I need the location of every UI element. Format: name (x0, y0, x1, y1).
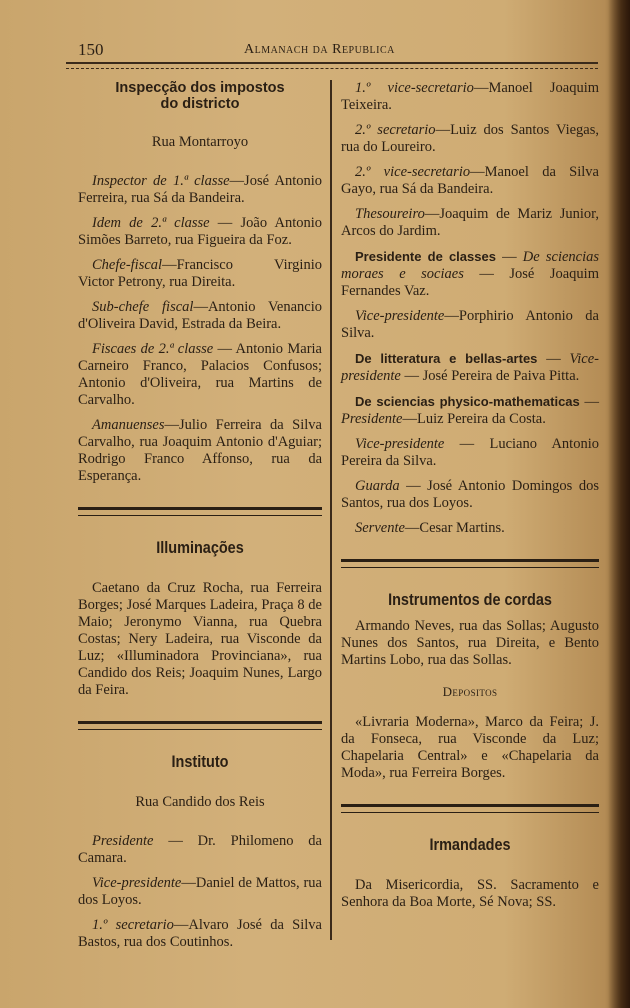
address: Rua Candido dos Reis (135, 794, 265, 810)
page-number: 150 (78, 40, 104, 59)
section-text: «Livraria Moderna», Marco da Feira; J. da Fonseca, rua Visconde da Luz; Chapelaria Central» e «Chapelaria da Moda», rua Ferreira Borges. (341, 714, 599, 781)
section-heading-illuminacoes: Illuminações (156, 538, 244, 557)
entry: Presidente — Dr. Philomeno da Camara. (78, 833, 322, 866)
section-heading-inspeccao: Inspecção dos impostos do districto (115, 80, 285, 112)
entry: 1.º vice-secretario—Manoel Joaquim Teixeira. (341, 80, 599, 113)
column-divider (330, 80, 332, 940)
entry: Sub-chefe fiscal—Antonio Venancio d'Oliveira David, Estrada da Beira. (78, 299, 322, 332)
section-rule (341, 804, 599, 813)
section-text: Caetano da Cruz Rocha, rua Ferreira Borges; José Marques Ladeira, Praça 8 de Maio; Jeronymo Vianna, rua Quebra Costas; Nery Ladeira, rua Visconde da Luz; «Illuminadora Provinciana», rua Candido dos Reis; Joaquim Nunes, Largo da Feira. (78, 580, 322, 698)
running-title: Almanach da Republica (244, 42, 395, 57)
entry: Thesoureiro—Joaquim de Mariz Junior, Arcos do Jardim. (341, 206, 599, 239)
entry: Amanuenses—Julio Ferreira da Silva Carvalho, rua Joaquim Antonio d'Aguiar; Rodrigo Franco Affonso, rua da Esperança. (78, 417, 322, 484)
entry: Chefe-fiscal—Francisco Virginio Victor Petrony, rua Direita. (78, 257, 322, 290)
entry: Servente—Cesar Martins. (355, 520, 505, 536)
address: Rua Montarroyo (151, 134, 249, 150)
section-heading-instrumentos: Instrumentos de cordas (388, 590, 552, 609)
header-rule (66, 62, 598, 69)
left-column (78, 80, 322, 951)
entry: 2.º secretario—Luiz dos Santos Viegas, rua do Loureiro. (341, 122, 599, 155)
book-spine-shadow (608, 0, 630, 1008)
entry: Vice-presidente — Luciano Antonio Pereira da Silva. (341, 436, 599, 469)
section-text: Armando Neves, rua das Sollas; Augusto Nunes dos Santos, rua Direita, e Bento Martins Lobo, rua das Sollas. (341, 618, 599, 668)
section-rule (78, 507, 322, 516)
entry: Fiscaes de 2.ª classe — Antonio Maria Carneiro Franco, Palacios Confusos; Antonio d'Oliveira, rua Martins de Carvalho. (78, 341, 322, 408)
section-heading-irmandades: Irmandades (429, 835, 511, 854)
section-rule (341, 559, 599, 568)
entry: Guarda — José Antonio Domingos dos Santos, rua dos Loyos. (341, 478, 599, 511)
entry: Presidente de classes — De sciencias moraes e sociaes — José Joaquim Fernandes Vaz. (341, 249, 600, 299)
entry: 1.º secretario—Alvaro José da Silva Bastos, rua dos Coutinhos. (78, 917, 322, 950)
subheading-depositos: Depositos (442, 684, 498, 699)
entry: De sciencias physico-mathematicas — Presidente—Luiz Pereira da Costa. (341, 394, 599, 427)
entry: 2.º vice-secretario—Manoel da Silva Gayo, rua Sá da Bandeira. (341, 164, 599, 197)
section-rule (78, 721, 322, 730)
section-text: Da Misericordia, SS. Sacramento e Senhora da Boa Morte, Sé Nova; SS. (341, 877, 599, 910)
page-header (78, 40, 598, 62)
entry: Idem de 2.ª classe — João Antonio Simões Barreto, rua Figueira da Foz. (78, 215, 323, 248)
entry: Inspector de 1.ª classe—José Antonio Ferreira, rua Sá da Bandeira. (78, 173, 323, 206)
entry: De litteratura e bellas-artes — Vice-presidente — José Pereira de Paiva Pitta. (341, 351, 600, 384)
entry: Vice-presidente—Daniel de Mattos, rua dos Loyos. (78, 875, 322, 908)
section-heading-instituto: Instituto (171, 752, 229, 771)
right-column (341, 80, 599, 911)
entry: Vice-presidente—Porphirio Antonio da Silva. (341, 308, 599, 341)
